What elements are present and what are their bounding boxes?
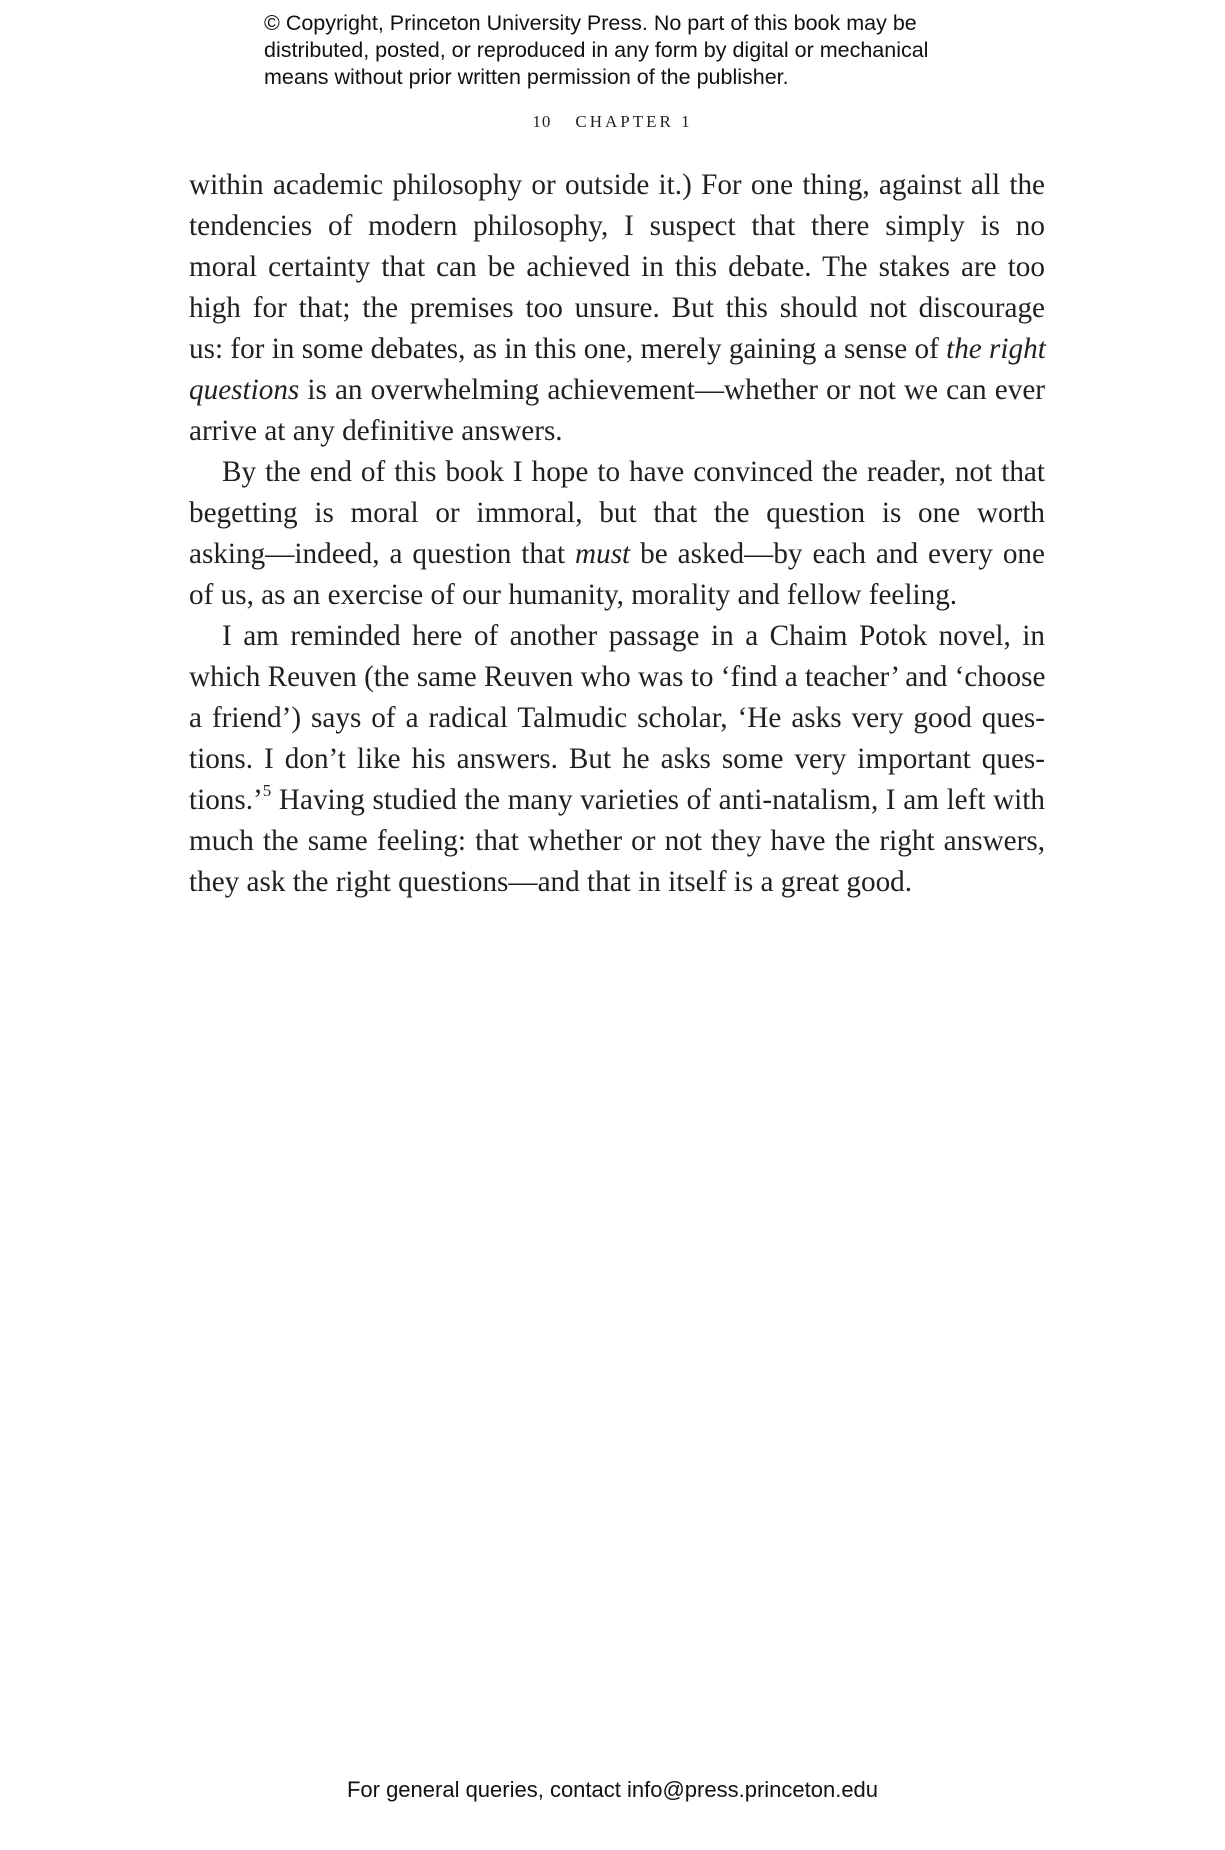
text-run: Having studied the many varieties of anti-natalism, I am left with bbox=[271, 784, 1045, 816]
text-line bbox=[189, 534, 1045, 575]
text-run: be asked—by each and every one bbox=[630, 538, 1045, 570]
text-line: which Reuven (the same Reuven who was to ‘find a teacher’ and ‘choose bbox=[189, 661, 1046, 693]
copyright-notice bbox=[264, 10, 1024, 91]
text-line: tendencies of modern philosophy, I suspect that there simply is no bbox=[189, 210, 1045, 242]
running-head bbox=[0, 112, 1225, 132]
emphasis: the right bbox=[946, 333, 1046, 365]
copyright-line: means without prior written permission of the publisher. bbox=[264, 65, 789, 89]
text-line bbox=[189, 780, 1045, 821]
text-line: they ask the right questions—and that in itself is a great good. bbox=[189, 866, 913, 898]
text-run: us: for in some debates, as in this one, merely gaining a sense of bbox=[189, 333, 947, 365]
text-line: moral certainty that can be achieved in this debate. The stakes are too bbox=[189, 251, 1045, 283]
page-number: 10 bbox=[532, 112, 552, 131]
text-line bbox=[189, 329, 1045, 370]
text-run: asking—indeed, a question that bbox=[189, 538, 576, 570]
text-line: By the end of this book I hope to have convinced the reader, not that bbox=[222, 456, 1045, 488]
text-line: begetting is moral or immoral, but that the question is one worth bbox=[189, 497, 1045, 529]
text-line: I am reminded here of another passage in a Chaim Potok novel, in bbox=[222, 620, 1045, 652]
text-line: arrive at any definitive answers. bbox=[189, 415, 563, 447]
text-line: within academic philosophy or outside it.) For one thing, against all the bbox=[189, 169, 1045, 201]
copyright-line: distributed, posted, or reproduced in any form by digital or mechanical bbox=[264, 38, 929, 62]
text-line: much the same feeling: that whether or not they have the right answers, bbox=[189, 825, 1045, 857]
text-line: high for that; the premises too unsure. But this should not discourage bbox=[189, 292, 1045, 324]
text-line: tions. I don’t like his answers. But he asks some very important ques- bbox=[189, 743, 1045, 775]
text-run: is an overwhelming achievement—whether or not we can ever bbox=[299, 374, 1045, 406]
footer-contact: For general queries, contact info@press.princeton.edu bbox=[346, 1777, 879, 1802]
copyright-line: © Copyright, Princeton University Press. No part of this book may be bbox=[264, 11, 917, 35]
chapter-label: CHAPTER 1 bbox=[575, 112, 693, 131]
emphasis: questions bbox=[189, 374, 300, 406]
text-line: of us, as an exercise of our humanity, morality and fellow feeling. bbox=[189, 579, 958, 611]
text-line bbox=[189, 370, 1045, 411]
body-text bbox=[189, 165, 1045, 903]
text-run: tions.’ bbox=[189, 784, 263, 816]
text-line: a friend’) says of a radical Talmudic scholar, ‘He asks very good ques- bbox=[189, 702, 1045, 734]
emphasis: must bbox=[575, 538, 631, 570]
footnote-marker: 5 bbox=[262, 781, 272, 801]
